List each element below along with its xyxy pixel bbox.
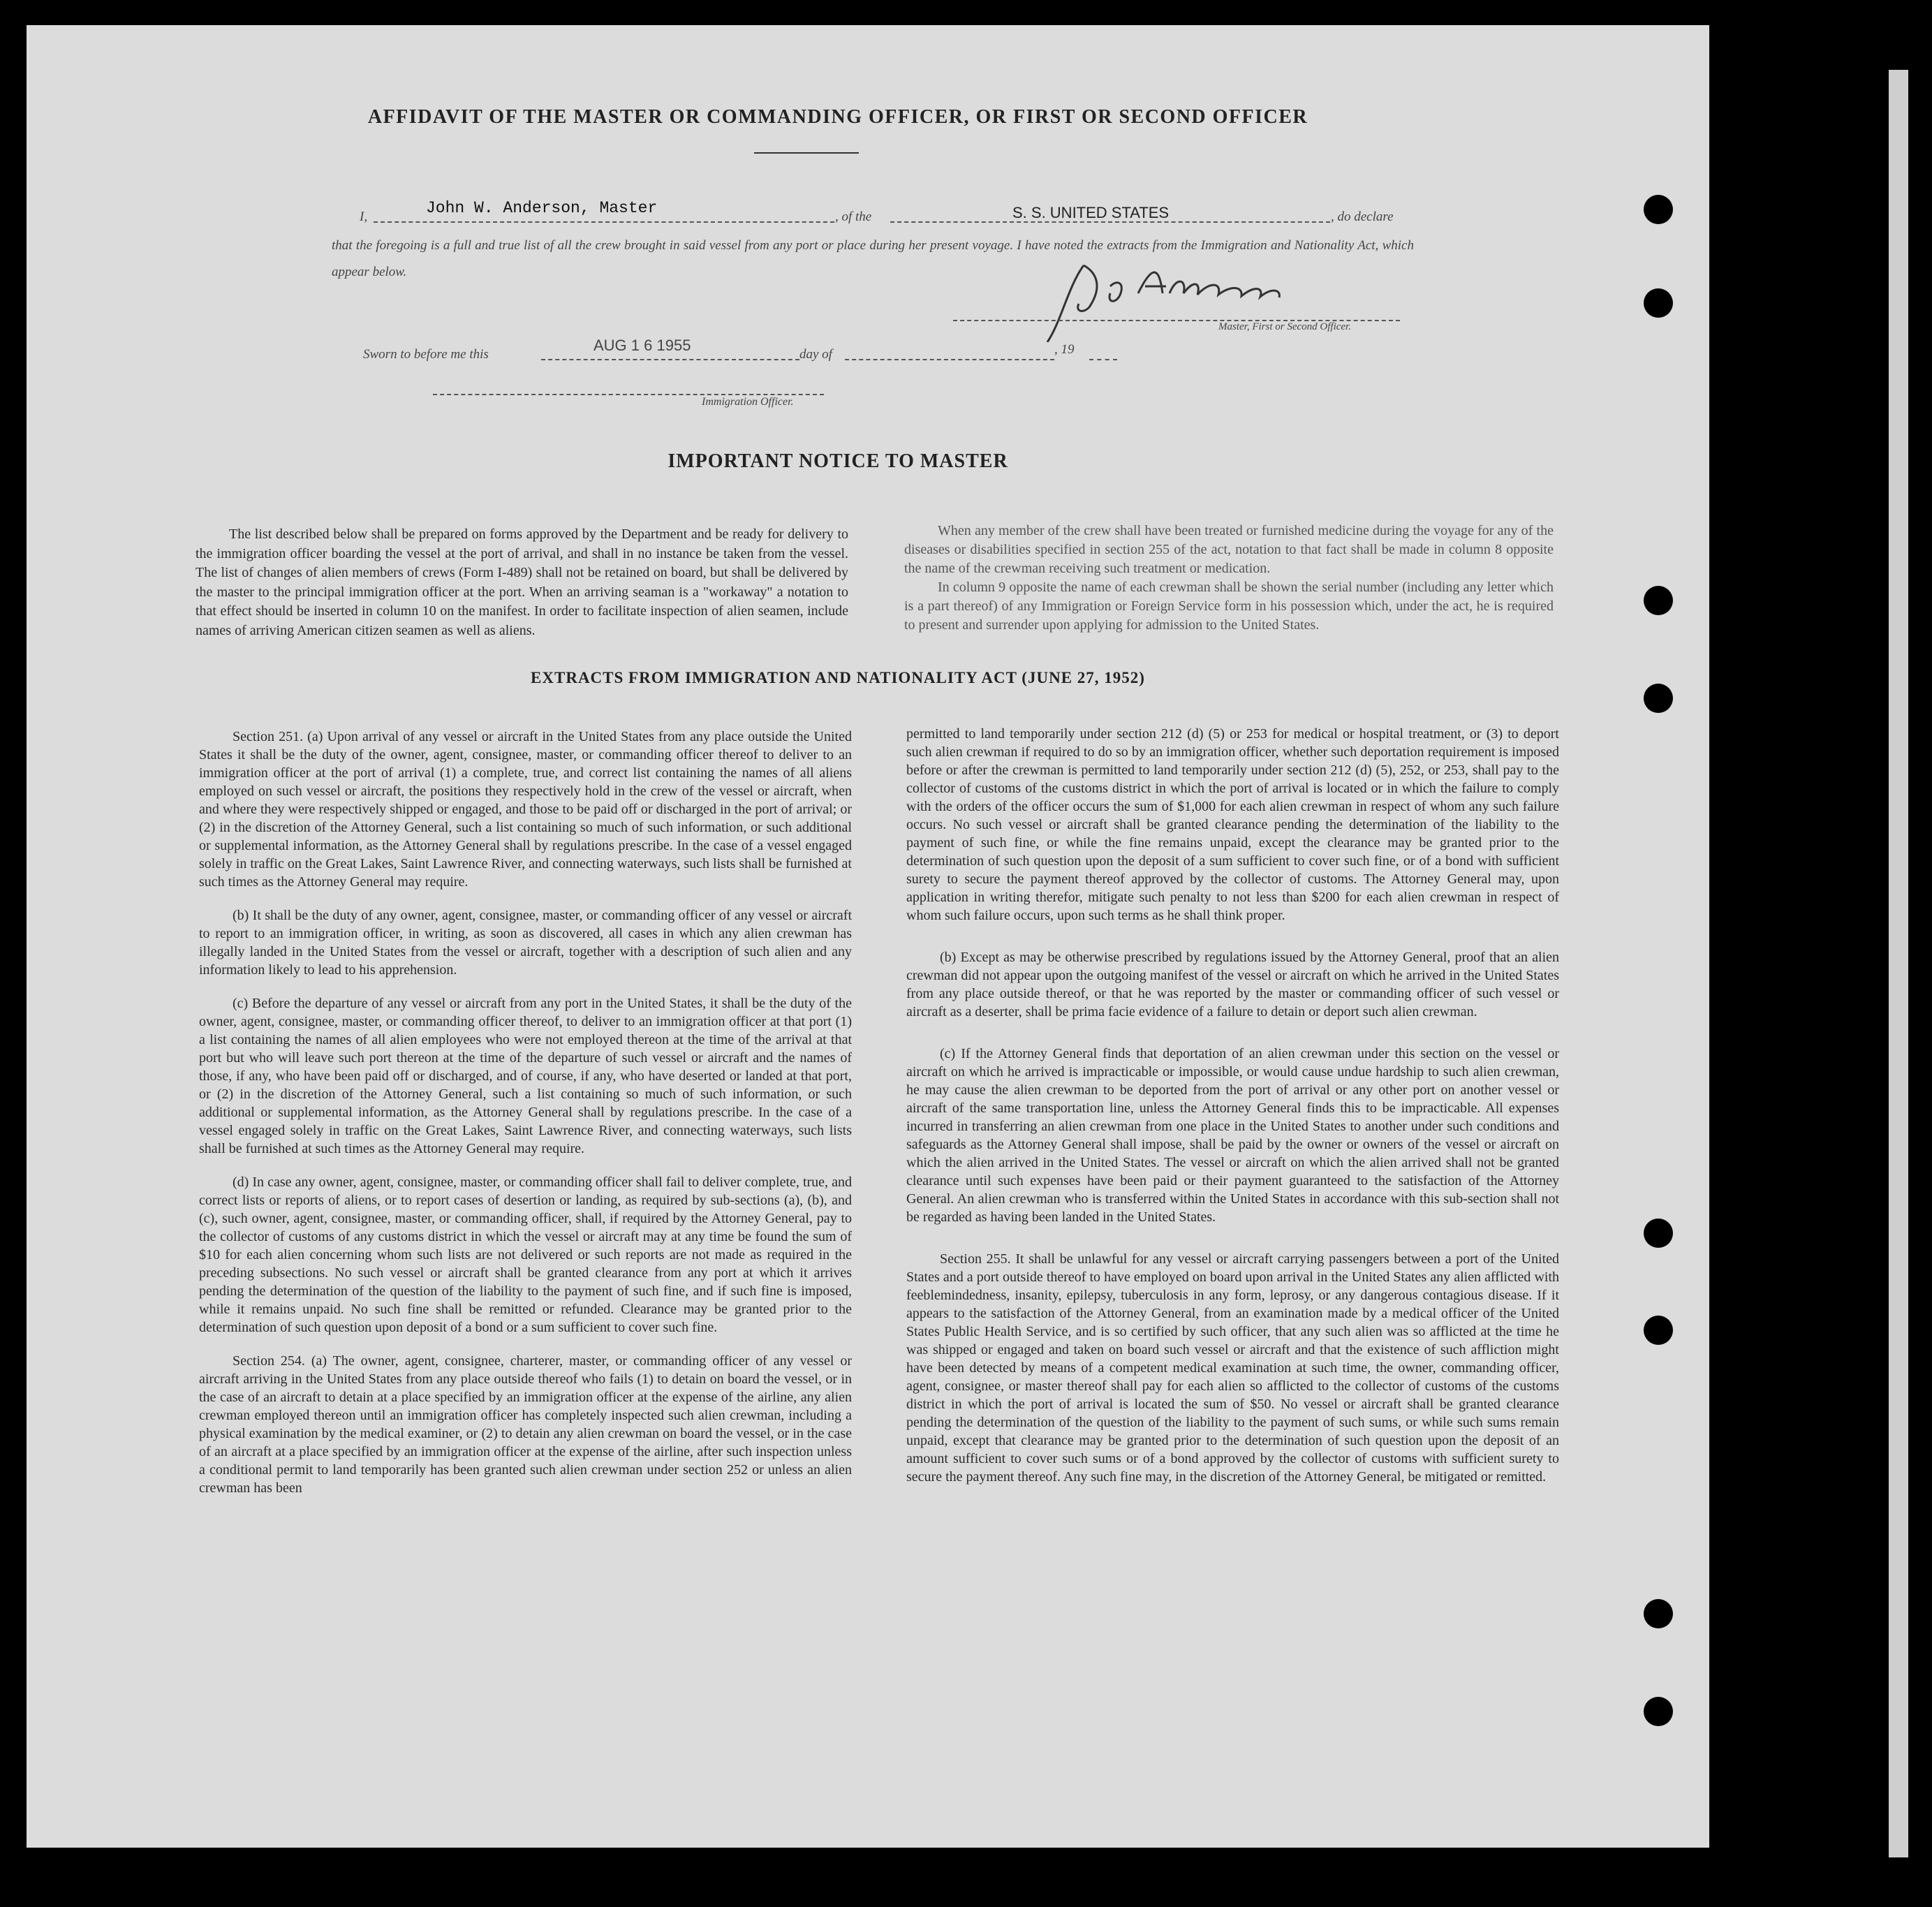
i-label: I,: [360, 209, 368, 224]
section-254c: (c) If the Attorney General finds that deportation of an alien crewman under this section on the vessel or aircraft on which he arrived is impracticable or impossible, or would cause undue hardship to such alien crewman, he may cause the alien crewman to be deported from the port of arrival or any other port on another vessel or aircraft of the same transportation line, unless the Attorney General finds this to be impracticable. All expenses incurred in transferring an alien crewman from one place in the United States to another under such conditions and safeguards as the Attorney General shall impose, shall be paid by the owner or owners of the vessel or aircraft on which the alien arrived in the United States. The vessel or aircraft on which the alien arrived shall not be granted clearance until such expenses have been paid or their payment guaranteed to the satisfaction of the Attorney General. An alien crewman who is transferred within the United States in accordance with this sub-section shall not be regarded as having been landed in the United States.: [906, 1046, 1559, 1225]
section-251c: (c) Before the departure of any vessel or aircraft from any port in the United States, it shall be the duty of the owner, agent, consignee, master, or commanding officer thereof, to deliver to an immigration officer at that port (1) a list containing the names of all alien employees who were not employed thereon at the time of the arrival at that port but who will leave such port thereon at the time of the departure of such vessel or aircraft and the names of those, if any, who have been paid off or discharged, and of course, if any, who have deserted or landed at that port, or (2) in the discretion of the Attorney General, such a list containing so much of such information, or such additional or supplemental information, as the Attorney General shall by regulations prescribe. In the case of a vessel engaged solely in traffic on the Great Lakes, Saint Lawrence River, and connecting waterways, such lists shall be furnished at such times as the Attorney General may require.: [199, 996, 852, 1156]
punch-hole: [1644, 1599, 1673, 1628]
section-251a: Section 251. (a) Upon arrival of any vessel or aircraft in the United States from any place outside the United States it shall be the duty of the owner, agent, consignee, master, or commanding officer thereof to deliver to an immigration officer at the port of arrival (1) a complete, true, and correct list containing the names of all aliens employed on such vessel or aircraft, the positions they respectively hold in the crew of the vessel or aircraft, when and where they were respectively shipped or engaged, and those to be paid off or discharged in the port of arrival; or (2) in the discretion of the Attorney General, such a list containing so much of such information, or such additional or supplemental information, as the Attorney General shall by regulations prescribe. In the case of a vessel engaged solely in traffic on the Great Lakes, Saint Lawrence River, and connecting waterways, such lists shall be furnished at such times as the Attorney General may require.: [199, 729, 852, 890]
section-254a-continued: permitted to land temporarily under section 212 (d) (5) or 253 for medical or hospital treatment, or (3) to deport such alien crewman if required to do so by an immigration officer, whether such deportation requirement is imposed before or after the crewman is permitted to land temporarily under section 212 (d) (5), 252, or 253, shall pay to the collector of customs of the customs district in which the port of arrival is located or in which the failure to comply with the orders of the officer occurs the sum of $1,000 for each alien crewman in respect of whom any such failure occurs. No such vessel or aircraft shall be granted clearance pending the determination of the liability to the payment of such fine, or while the fine remains unpaid, except the clearance may be granted prior to the determination of such question upon the deposit of a sum sufficient to cover such fine, or of a bond with sufficient surety to secure the payment thereof approved by the collector of customs. The Attorney General may, upon application in writing therefor, mitigate such penalty to not less than $200 for each alien crewman in respect of whom such failure occurs, upon such terms as he shall think proper.: [906, 726, 1559, 923]
sworn-date-stamp: AUG 1 6 1955: [593, 337, 691, 354]
affidavit-title: AFFIDAVIT OF THE MASTER OR COMMANDING OFFICER, OR FIRST OR SECOND OFFICER: [367, 106, 1308, 128]
notice-title: IMPORTANT NOTICE TO MASTER: [668, 450, 1008, 472]
notice-right-column: [904, 522, 1554, 640]
punch-hole: [1644, 684, 1673, 713]
punch-hole: [1644, 586, 1673, 615]
title-divider: [754, 152, 859, 154]
year-prefix: , 19: [1054, 342, 1075, 357]
notice-left-column: [196, 525, 848, 646]
punch-hole: [1644, 1316, 1673, 1345]
punch-hole: [1644, 1218, 1673, 1248]
section-254a: Section 254. (a) The owner, agent, consignee, charterer, master, or commanding officer of any vessel or aircraft arriving in the United States from any place outside thereof who fails (1) to detain on board the vessel, or in the case of an aircraft to detain at a place specified by an immigration officer at the expense of the airline, any alien crewman employed thereon until an immigration officer has completely inspected such alien crewman, including a physical examination by the medical examiner, or (2) to detain any alien crewman on board the vessel, or in the case of an aircraft at a place specified by an immigration officer at the expense of the airline, after such inspection unless a conditional permit to land temporarily has been granted such alien crewman under section 252 or unless an alien crewman has been: [199, 1353, 852, 1496]
officer-line: [433, 392, 824, 395]
sworn-label: Sworn to before me this: [363, 347, 489, 362]
signature-caption: Master, First or Second Officer.: [1218, 321, 1351, 332]
of-the-label: , of the: [835, 209, 872, 224]
sworn-date-line: [541, 358, 799, 360]
do-declare-label: , do declare: [1331, 209, 1394, 224]
punch-hole: [1644, 1697, 1673, 1726]
name-line: [374, 220, 834, 223]
vessel-name: S. S. UNITED STATES: [1012, 204, 1170, 221]
month-line: [845, 358, 1054, 360]
section-251b: (b) It shall be the duty of any owner, agent, consignee, master, or commanding officer of any vessel or aircraft to report to an immigration officer, in writing, as soon as discovered, all cases in which any alien crewman has illegally landed in the United States from the vessel or aircraft, together with a description of such alien and any information likely to lead to his apprehension.: [199, 908, 852, 978]
year-line: [1089, 358, 1117, 360]
extracts-left-column: [199, 728, 852, 1503]
master-name: John W. Anderson, Master: [426, 199, 658, 217]
section-251d: (d) In case any owner, agent, consignee, master, or commanding officer shall fail to deliver complete, true, and correct lists or reports of aliens, or to report cases of desertion or landing, as required by sub-sections (a), (b), and (c), such owner, agent, consignee, master, or commanding officer, shall, if required by the Attorney General, pay to the collector of customs of any customs district in which the vessel or aircraft may at any time be found the sum of $10 for each alien concerning whom such lists are not delivered or such reports are not made as required in the preceding subsections. No such vessel or aircraft shall be granted clearance from any port at which it arrives pending the determination of the question of the liability to the payment of such fine, and if such fine is imposed, while it remains unpaid. No such fine shall be remitted or refunded. Clearance may be granted prior to the determination of such question upon deposit of a bond or a sum sufficient to cover such fine.: [199, 1175, 852, 1335]
extracts-title: EXTRACTS FROM IMMIGRATION AND NATIONALITY ACT (JUNE 27, 1952): [531, 669, 1145, 686]
notice-left-paragraph: The list described below shall be prepared on forms approved by the Department and be ready for delivery to the immigration officer boarding the vessel at the port of arrival, and shall in no instance be taken from the vessel. The list of changes of alien members of crews (Form I-489) shall not be retained on board, but shall be delivered by the master to the principal immigration officer at the port. When an arriving seaman is a "workaway" a notation to that effect should be inserted in column 10 on the manifest. In order to facilitate inspection of alien seamen, include names of arriving American citizen seamen as well as aliens.: [196, 527, 848, 638]
section-254b: (b) Except as may be otherwise prescribed by regulations issued by the Attorney General, proof that an alien crewman did not appear upon the outgoing manifest of the vessel or aircraft on which he arrived in the United States from any place outside thereof, or that he was reported by the master or commanding officer of such vessel or aircraft as a deserter, shall be prima facie evidence of a failure to detain or deport such alien crewman.: [906, 950, 1559, 1019]
punch-hole: [1644, 288, 1673, 318]
declaration-text: that the foregoing is a full and true list of all the crew brought in said vessel from any port or place during her present voyage. I have noted the extracts from the Immigration and Nationality Act, which appear below.: [332, 238, 1414, 279]
day-of-label: day of: [799, 347, 832, 362]
extracts-right-column: [906, 725, 1559, 1492]
notice-right-paragraph-2: In column 9 opposite the name of each crewman shall be shown the serial number (including any letter which is a part thereof) of any Immigration or Foreign Service form in his possession which, under the act, he is required to present and surrender upon applying for admission to the United States.: [904, 580, 1554, 633]
adjacent-page-edge: [1889, 70, 1908, 1857]
section-255: Section 255. It shall be unlawful for any vessel or aircraft carrying passengers between a port of the United States and a port outside thereof to have employed on board upon arrival in the United States any alien afflicted with feeblemindedness, insanity, epilepsy, tuberculosis in any form, leprosy, or any dangerous contagious disease. If it appears to the satisfaction of the Attorney General, from an examination made by a medical officer of the United States Public Health Service, and is so certified by such officer, that any such alien was so afflicted at the time he was shipped or engaged and taken on board such vessel or aircraft and that the existence of such affliction might have been detected by means of a competent medical examination at such time, the owner, commanding officer, agent, consignee, or master thereof shall pay for each alien so afflicted to the collector of customs of the customs district in which the port of arrival is located the sum of $50. No vessel or aircraft shall be granted clearance pending the determination of the question of the liability to the payment of such sums, or while such sums remain unpaid, except that clearance may be granted prior to the determination of such question upon the deposit of an amount sufficient to cover such sums or of a bond approved by the collector of customs with sufficient surety to secure the payment thereof. Any such fine may, in the discretion of the Attorney General, be mitigated or remitted.: [906, 1251, 1559, 1485]
notice-right-paragraph-1: When any member of the crew shall have been treated or furnished medicine during the voyage for any of the diseases or disabilities specified in section 255 of the act, notation to that fact shall be made in column 8 opposite the name of the crewman receiving such treatment or medication.: [904, 523, 1554, 576]
punch-hole: [1644, 195, 1673, 224]
officer-caption: Immigration Officer.: [702, 396, 794, 408]
